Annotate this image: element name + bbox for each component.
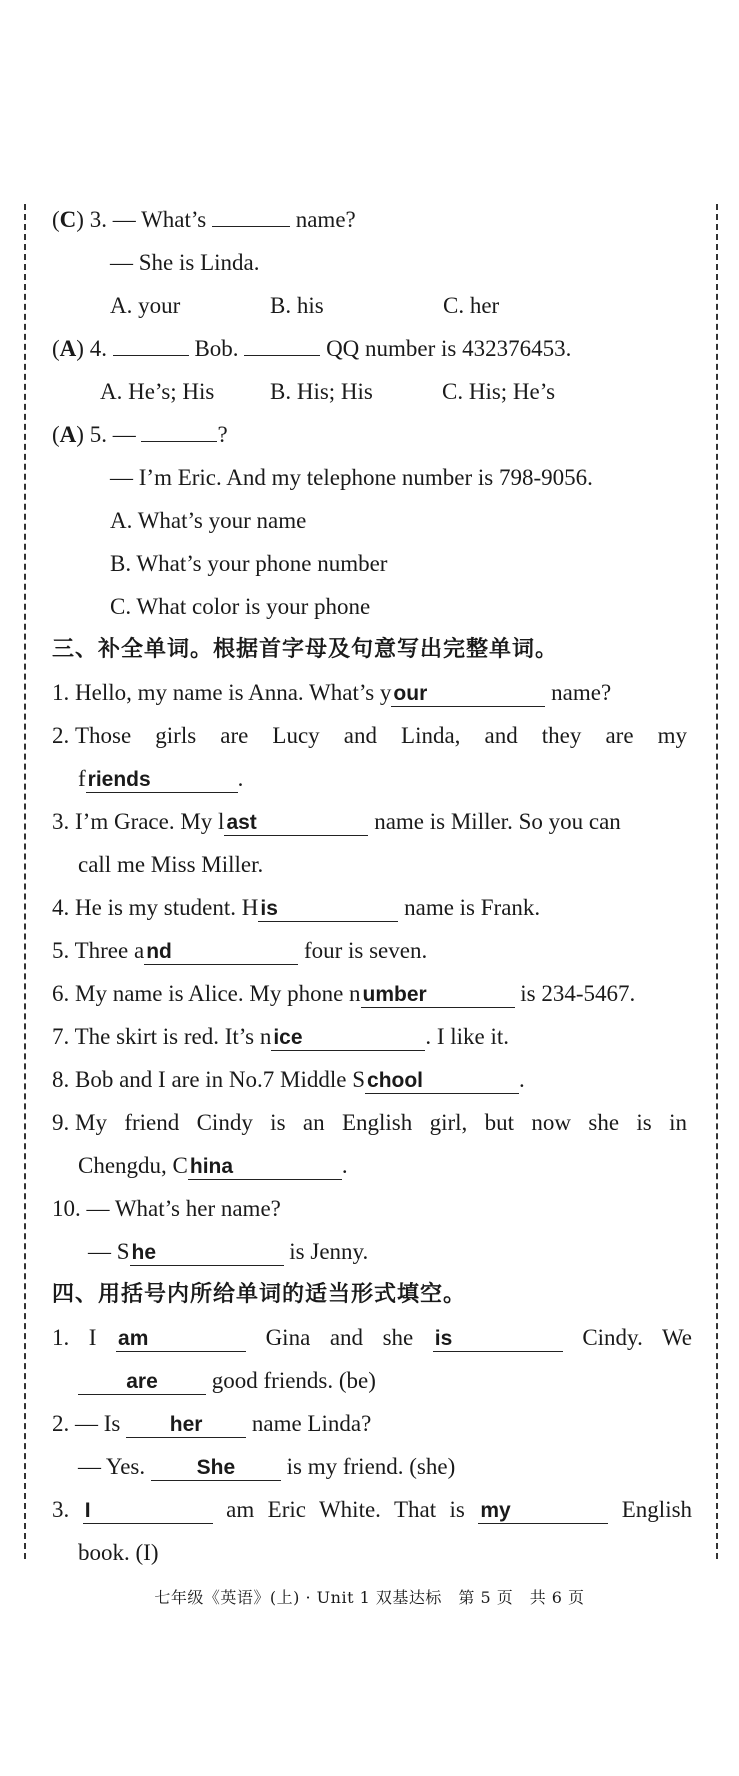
form-item-1-cont: are good friends. (be)	[52, 1359, 692, 1402]
form-item-1: 1. I am Gina and she is Cindy. We	[52, 1325, 693, 1350]
answer-blank[interactable]: umber	[361, 983, 515, 1008]
answer-blank[interactable]	[244, 355, 320, 356]
answer-blank[interactable]: he	[130, 1241, 284, 1266]
page-footer: 七年级《英语》(上) · Unit 1 双基达标 第 5 页 共 6 页	[154, 1588, 585, 1607]
mc-question-5: (A) 5. — ?	[52, 422, 228, 447]
answer-blank[interactable]: She	[151, 1456, 281, 1481]
answer-blank[interactable]: is	[258, 897, 398, 922]
mc-question-3-options: A. your B. his C. her	[110, 293, 500, 318]
mc-question-3-reply: — She is Linda.	[110, 250, 260, 275]
form-item-2: 2. — Is her name Linda?	[52, 1411, 372, 1436]
fill-item-10-cont: — She is Jenny.	[88, 1239, 369, 1264]
answer-blank[interactable]: nd	[144, 940, 298, 965]
fill-item-3: 3. I’m Grace. My last name is Miller. So you can	[52, 809, 621, 834]
answer-blank[interactable]	[113, 355, 189, 356]
fill-item-9: 9. My friend Cindy is an English girl, but now she is in	[52, 1110, 687, 1135]
section-heading-4: 四、用括号内所给单词的适当形式填空。	[52, 1282, 467, 1307]
fill-item-9-cont: Chengdu, China .	[78, 1153, 348, 1178]
form-item-3: 3. I am Eric White. That is my English	[52, 1497, 693, 1522]
fill-item-5: 5. Three and four is seven.	[52, 938, 428, 963]
answer-blank[interactable]: is	[433, 1327, 563, 1352]
answer-blank[interactable]: riends	[86, 768, 238, 793]
form-item-3-cont: book. (I)	[78, 1540, 159, 1565]
answer-blank[interactable]: I	[83, 1499, 213, 1524]
mc-question-4-options: A. He’s; His B. His; His C. His; He’s	[100, 379, 556, 404]
answer-blank[interactable]	[141, 441, 217, 442]
section-heading-3: 三、补全单词。根据首字母及句意写出完整单词。	[52, 637, 559, 662]
fill-item-8: 8. Bob and I are in No.7 Middle School .	[52, 1067, 525, 1092]
mc-question-5-option-a: A. What’s your name	[110, 508, 307, 533]
answer-blank[interactable]: am	[116, 1327, 246, 1352]
mc-question-5-option-b: B. What’s your phone number	[110, 551, 388, 576]
fill-item-2: 2. Those girls are Lucy and Linda, and they are my	[52, 723, 687, 748]
mc-question-5-option-c: C. What color is your phone	[110, 594, 371, 619]
right-dashed-rule	[716, 204, 718, 1559]
worksheet	[52, 198, 692, 1574]
answer-blank[interactable]: are	[78, 1370, 206, 1395]
answer-blank[interactable]: hina	[188, 1155, 342, 1180]
fill-item-2-cont: friends .	[78, 766, 244, 791]
answer-blank[interactable]: my	[478, 1499, 608, 1524]
mc-question-5-reply: — I’m Eric. And my telephone number is 798-9056.	[110, 465, 593, 490]
fill-item-7: 7. The skirt is red. It’s nice . I like it.	[52, 1024, 510, 1049]
answer-blank[interactable]	[212, 226, 290, 227]
fill-item-10: 10. — What’s her name?	[52, 1196, 281, 1221]
fill-item-3-cont: call me Miss Miller.	[78, 852, 264, 877]
fill-item-4: 4. He is my student. His name is Frank.	[52, 895, 541, 920]
answer-blank[interactable]: ice	[271, 1026, 425, 1051]
form-item-2-cont: — Yes. She is my friend. (she)	[78, 1454, 456, 1479]
fill-item-6: 6. My name is Alice. My phone number is 234-5467.	[52, 981, 636, 1006]
answer-blank[interactable]: chool	[365, 1069, 519, 1094]
fill-item-1: 1. Hello, my name is Anna. What’s your name?	[52, 680, 612, 705]
mc-question-4: (A) 4. Bob. QQ number is 432376453.	[52, 336, 572, 361]
answer-blank[interactable]: ast	[224, 811, 368, 836]
mc-question-3: (C) 3. — What’s name?	[52, 207, 356, 232]
answer-blank[interactable]: our	[391, 682, 545, 707]
answer-blank[interactable]: her	[126, 1413, 246, 1438]
left-dashed-rule	[24, 204, 26, 1559]
